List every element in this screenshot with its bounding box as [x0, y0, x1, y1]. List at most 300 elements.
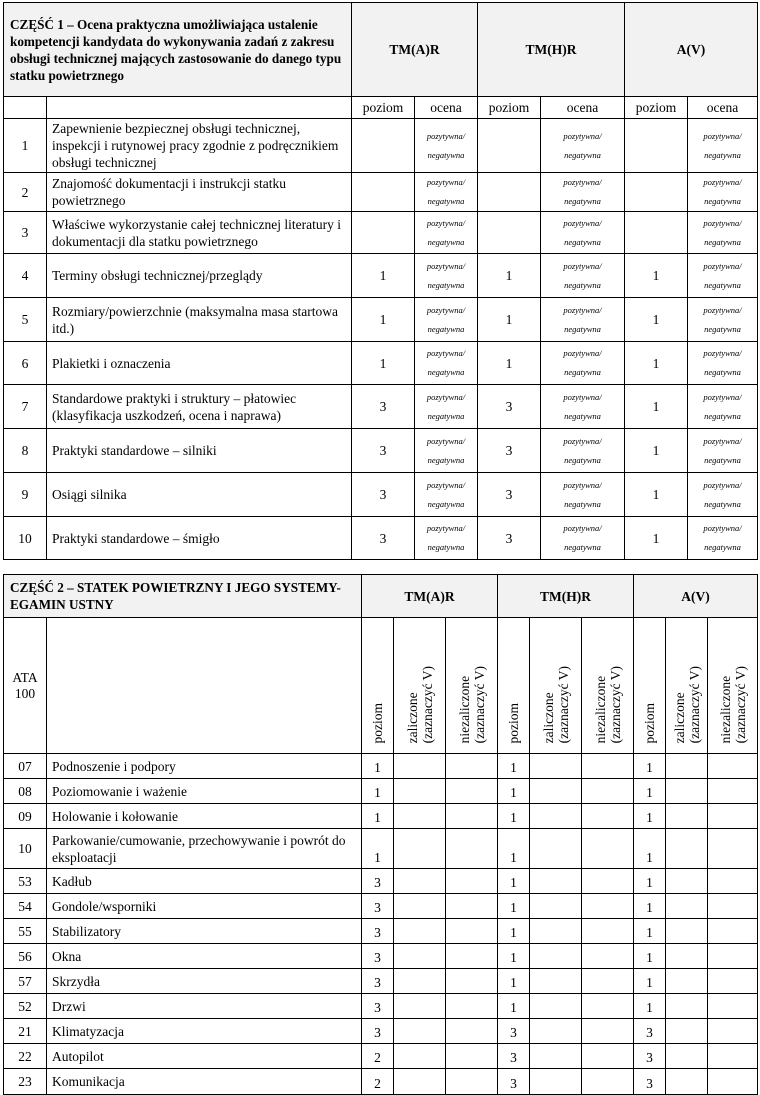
fail-check-tmar[interactable] [446, 994, 498, 1019]
assessment-tmhr[interactable] [541, 385, 625, 429]
assessment-tmhr[interactable] [541, 254, 625, 298]
assessment-av[interactable] [688, 254, 758, 298]
pass-check-tmhr[interactable] [530, 994, 582, 1019]
level-tmar: 3 [362, 869, 394, 894]
ata-code: 23 [4, 1069, 47, 1095]
assessment-tmar[interactable] [415, 298, 478, 342]
mark-negative-label: negatywna [704, 367, 741, 377]
level-tmar: 3 [362, 894, 394, 919]
level-av: 1 [634, 869, 666, 894]
level-av: 1 [634, 969, 666, 994]
mark-negative-label: negatywna [704, 323, 741, 334]
mark-positive-label: pozytywna/ [703, 479, 742, 490]
assessment-av[interactable] [688, 517, 758, 560]
part1-subheader-assessment: ocena [688, 97, 758, 119]
assessment-tmhr[interactable] [541, 342, 625, 385]
level-av: 1 [634, 779, 666, 804]
fail-check-av[interactable] [708, 754, 758, 779]
mark-negative-label: negatywna [564, 542, 601, 552]
level-tmhr: 3 [498, 1069, 530, 1095]
col-fail-tmhr: niezaliczone (zaznaczyć V) [582, 618, 634, 754]
assessment-tmar[interactable] [415, 517, 478, 560]
part1-subheader-assessment: ocena [541, 97, 625, 119]
ata-code: 08 [4, 779, 47, 804]
mark-positive-label: pozytywna/ [426, 348, 466, 358]
fail-check-av[interactable] [708, 944, 758, 969]
row-description: Standardowe praktyki i struktury – płatowiec (klasyfikacja uszkodzeń, ocena i naprawa) [47, 385, 352, 429]
fail-check-tmar[interactable] [446, 919, 498, 944]
col-fail-av: niezaliczone (zaznaczyć V) [708, 618, 758, 754]
pass-check-tmar[interactable] [394, 969, 446, 994]
mark-negative-label: negatywna [564, 323, 601, 334]
level-av: 1 [634, 894, 666, 919]
mark-positive-label: pozytywna/ [563, 217, 602, 228]
col-pass-tmhr: zaliczone (zaznaczyć V) [530, 618, 582, 754]
row-description: Osiągi silnika [47, 473, 352, 517]
table-row [4, 894, 758, 919]
fail-check-tmhr[interactable] [582, 894, 634, 919]
mark-positive-label: pozytywna/ [426, 177, 466, 187]
table-row [4, 869, 758, 894]
pass-check-av[interactable] [666, 994, 708, 1019]
mark-positive-label: pozytywna/ [703, 348, 742, 358]
pass-check-av[interactable] [666, 944, 708, 969]
mark-positive-label: pozytywna/ [426, 260, 466, 271]
pass-check-tmhr[interactable] [530, 804, 582, 829]
part1-group-tmar: TM(A)R [352, 3, 478, 97]
fail-check-tmar[interactable] [446, 1019, 498, 1044]
pass-check-tmhr[interactable] [530, 919, 582, 944]
fail-check-tmhr[interactable] [582, 779, 634, 804]
row-description: Parkowanie/cumowanie, przechowywanie i powrót do eksploatacji [47, 829, 362, 869]
fail-check-av[interactable] [708, 1069, 758, 1095]
table-row [4, 829, 758, 869]
pass-check-tmar[interactable] [394, 829, 446, 869]
fail-check-av[interactable] [708, 894, 758, 919]
level-tmar: 3 [362, 994, 394, 1019]
row-number: 3 [4, 212, 47, 254]
part2-group-tmar: TM(A)R [362, 575, 498, 618]
table-row [4, 919, 758, 944]
table-row [4, 779, 758, 804]
row-number: 9 [4, 473, 47, 517]
pass-check-tmar[interactable] [394, 944, 446, 969]
table-row [4, 1069, 758, 1095]
fail-check-av[interactable] [708, 829, 758, 869]
row-description: Praktyki standardowe – silniki [47, 429, 352, 473]
fail-check-tmar[interactable] [446, 944, 498, 969]
fail-check-tmhr[interactable] [582, 1044, 634, 1069]
pass-check-av[interactable] [666, 1044, 708, 1069]
level-tmar: 1 [362, 829, 394, 869]
part1-subheader-blank [47, 97, 352, 119]
fail-check-tmhr[interactable] [582, 1019, 634, 1044]
mark-negative-label: negatywna [704, 410, 741, 421]
ata-code: 55 [4, 919, 47, 944]
level-tmar: 1 [362, 754, 394, 779]
level-tmhr: 1 [498, 944, 530, 969]
level-tmhr: 3 [478, 517, 541, 560]
level-tmar: 3 [352, 429, 415, 473]
ata-code: 09 [4, 804, 47, 829]
assessment-tmar[interactable] [415, 429, 478, 473]
assessment-tmhr[interactable] [541, 473, 625, 517]
assessment-av[interactable] [688, 473, 758, 517]
fail-check-tmar[interactable] [446, 829, 498, 869]
fail-check-tmar[interactable] [446, 969, 498, 994]
level-tmhr: 1 [498, 779, 530, 804]
ata-label: ATA 100 [12, 670, 38, 701]
mark-negative-label: negatywna [564, 367, 601, 377]
mark-positive-label: pozytywna/ [563, 523, 602, 533]
table-row [4, 969, 758, 994]
pass-check-tmhr[interactable] [530, 1069, 582, 1095]
level-av: 3 [634, 1019, 666, 1044]
level-tmhr: 3 [498, 1044, 530, 1069]
fail-check-tmhr[interactable] [582, 1069, 634, 1095]
col-pass-tmar: zaliczone (zaznaczyć V) [394, 618, 446, 754]
mark-positive-label: pozytywna/ [703, 304, 742, 315]
row-description: Plakietki i oznaczenia [47, 342, 352, 385]
pass-check-tmhr[interactable] [530, 969, 582, 994]
mark-positive-label: pozytywna/ [563, 130, 602, 141]
mark-negative-label: negatywna [427, 498, 465, 509]
level-av: 1 [625, 517, 688, 560]
level-tmar: 1 [352, 298, 415, 342]
pass-check-tmhr[interactable] [530, 779, 582, 804]
table-row [4, 1044, 758, 1069]
level-tmar: 1 [362, 779, 394, 804]
level-tmhr: 1 [498, 919, 530, 944]
ata-code: 22 [4, 1044, 47, 1069]
level-tmhr: 1 [498, 894, 530, 919]
fail-check-av[interactable] [708, 869, 758, 894]
fail-check-av[interactable] [708, 1044, 758, 1069]
level-tmhr [478, 119, 541, 173]
part2-table [3, 574, 758, 1095]
row-description: Znajomość dokumentacji i instrukcji statku powietrznego [47, 173, 352, 212]
mark-negative-label: negatywna [564, 498, 601, 509]
pass-check-av[interactable] [666, 894, 708, 919]
pass-check-tmhr[interactable] [530, 829, 582, 869]
assessment-tmar[interactable] [415, 119, 478, 173]
level-av: 1 [634, 919, 666, 944]
pass-check-av[interactable] [666, 969, 708, 994]
ata-code: 10 [4, 829, 47, 869]
level-tmhr: 1 [498, 994, 530, 1019]
fail-check-tmar[interactable] [446, 894, 498, 919]
row-description: Okna [47, 944, 362, 969]
mark-negative-label: negatywna [704, 279, 741, 290]
mark-negative-label: negatywna [564, 279, 601, 290]
mark-negative-label: negatywna [427, 196, 465, 206]
pass-check-av[interactable] [666, 1019, 708, 1044]
row-description: Praktyki standardowe – śmigło [47, 517, 352, 560]
level-tmhr [478, 173, 541, 212]
table-row [4, 517, 758, 560]
mark-positive-label: pozytywna/ [703, 217, 742, 228]
mark-positive-label: pozytywna/ [563, 435, 602, 446]
assessment-tmar[interactable] [415, 173, 478, 212]
table-row [4, 173, 758, 212]
row-description: Gondole/wsporniki [47, 894, 362, 919]
fail-check-tmar[interactable] [446, 779, 498, 804]
mark-positive-label: pozytywna/ [426, 435, 466, 446]
pass-check-tmhr[interactable] [530, 754, 582, 779]
level-av: 1 [634, 804, 666, 829]
level-av: 3 [634, 1044, 666, 1069]
level-tmar: 3 [352, 517, 415, 560]
level-tmar: 3 [362, 919, 394, 944]
part2-desc-header [47, 618, 362, 754]
level-av: 1 [634, 829, 666, 869]
row-number: 8 [4, 429, 47, 473]
level-tmhr [478, 212, 541, 254]
assessment-av[interactable] [688, 298, 758, 342]
pass-check-tmar[interactable] [394, 1044, 446, 1069]
level-tmar: 3 [362, 944, 394, 969]
mark-negative-label: negatywna [704, 196, 741, 206]
row-description: Skrzydła [47, 969, 362, 994]
row-description: Rozmiary/powierzchnie (maksymalna masa startowa itd.) [47, 298, 352, 342]
pass-check-av[interactable] [666, 869, 708, 894]
part2-group-tmhr: TM(H)R [498, 575, 634, 618]
level-av: 1 [634, 994, 666, 1019]
mark-negative-label: negatywna [704, 542, 741, 552]
mark-positive-label: pozytywna/ [563, 177, 602, 187]
level-tmar: 1 [362, 804, 394, 829]
part1-subheader-level: poziom [625, 97, 688, 119]
part1-subheader-level: poziom [478, 97, 541, 119]
level-av: 1 [625, 385, 688, 429]
level-tmar: 2 [362, 1044, 394, 1069]
mark-positive-label: pozytywna/ [563, 479, 602, 490]
pass-check-av[interactable] [666, 804, 708, 829]
col-pass-av: zaliczone (zaznaczyć V) [666, 618, 708, 754]
fail-check-tmar[interactable] [446, 754, 498, 779]
assessment-av[interactable] [688, 385, 758, 429]
mark-positive-label: pozytywna/ [703, 435, 742, 446]
mark-positive-label: pozytywna/ [426, 130, 466, 141]
assessment-av[interactable] [688, 429, 758, 473]
assessment-tmar[interactable] [415, 254, 478, 298]
level-tmar: 3 [362, 969, 394, 994]
pass-check-tmar[interactable] [394, 779, 446, 804]
mark-positive-label: pozytywna/ [703, 523, 742, 533]
pass-check-av[interactable] [666, 829, 708, 869]
table-row [4, 804, 758, 829]
level-av: 1 [625, 254, 688, 298]
mark-positive-label: pozytywna/ [426, 479, 466, 490]
mark-positive-label: pozytywna/ [703, 130, 742, 141]
part1-group-tmhr: TM(H)R [478, 3, 625, 97]
table-row [4, 994, 758, 1019]
level-tmar: 3 [352, 385, 415, 429]
ata-code: 57 [4, 969, 47, 994]
table-row [4, 119, 758, 173]
row-description: Zapewnienie bezpiecznej obsługi technicznej, inspekcji i rutynowej pracy zgodnie z podręcznikiem obsługi technicznej [47, 119, 352, 173]
level-av: 1 [625, 473, 688, 517]
pass-check-tmar[interactable] [394, 894, 446, 919]
fail-check-tmar[interactable] [446, 1069, 498, 1095]
level-tmhr: 1 [498, 829, 530, 869]
assessment-av[interactable] [688, 212, 758, 254]
level-tmhr: 1 [498, 869, 530, 894]
pass-check-tmar[interactable] [394, 804, 446, 829]
ata-code: 07 [4, 754, 47, 779]
fail-check-tmhr[interactable] [582, 804, 634, 829]
ata-code: 54 [4, 894, 47, 919]
row-description: Autopilot [47, 1044, 362, 1069]
row-description: Stabilizatory [47, 919, 362, 944]
assessment-tmar[interactable] [415, 473, 478, 517]
mark-negative-label: negatywna [427, 367, 465, 377]
table-row [4, 754, 758, 779]
row-description: Terminy obsługi technicznej/przeglądy [47, 254, 352, 298]
row-description: Kadłub [47, 869, 362, 894]
level-tmar: 2 [362, 1069, 394, 1095]
assessment-tmar[interactable] [415, 385, 478, 429]
assessment-tmhr[interactable] [541, 298, 625, 342]
pass-check-tmhr[interactable] [530, 1019, 582, 1044]
mark-negative-label: negatywna [564, 196, 601, 206]
fail-check-tmhr[interactable] [582, 919, 634, 944]
fail-check-tmhr[interactable] [582, 829, 634, 869]
level-tmar [352, 173, 415, 212]
pass-check-tmhr[interactable] [530, 1044, 582, 1069]
table-row [4, 429, 758, 473]
level-av: 1 [634, 944, 666, 969]
pass-check-tmar[interactable] [394, 919, 446, 944]
assessment-av[interactable] [688, 342, 758, 385]
assessment-av[interactable] [688, 173, 758, 212]
ata-header [4, 618, 47, 754]
fail-check-tmar[interactable] [446, 869, 498, 894]
pass-check-tmar[interactable] [394, 1019, 446, 1044]
fail-check-tmar[interactable] [446, 1044, 498, 1069]
row-description: Holowanie i kołowanie [47, 804, 362, 829]
pass-check-av[interactable] [666, 1069, 708, 1095]
fail-check-tmhr[interactable] [582, 754, 634, 779]
level-tmhr: 3 [478, 429, 541, 473]
pass-check-tmhr[interactable] [530, 894, 582, 919]
fail-check-tmar[interactable] [446, 804, 498, 829]
level-av: 3 [634, 1069, 666, 1095]
mark-positive-label: pozytywna/ [426, 304, 466, 315]
level-tmar: 3 [352, 473, 415, 517]
fail-check-tmhr[interactable] [582, 969, 634, 994]
mark-negative-label: negatywna [427, 236, 465, 247]
pass-check-tmhr[interactable] [530, 944, 582, 969]
mark-positive-label: pozytywna/ [703, 391, 742, 402]
pass-check-av[interactable] [666, 919, 708, 944]
mark-positive-label: pozytywna/ [426, 217, 466, 228]
part1-subheader-blank [4, 97, 47, 119]
mark-negative-label: negatywna [564, 454, 601, 465]
fail-check-av[interactable] [708, 1019, 758, 1044]
table-row [4, 385, 758, 429]
assessment-tmhr[interactable] [541, 119, 625, 173]
assessment-tmhr[interactable] [541, 212, 625, 254]
mark-positive-label: pozytywna/ [563, 348, 602, 358]
fail-check-tmhr[interactable] [582, 994, 634, 1019]
level-tmhr: 3 [478, 473, 541, 517]
level-tmhr: 3 [498, 1019, 530, 1044]
table-row [4, 254, 758, 298]
mark-negative-label: negatywna [704, 236, 741, 247]
pass-check-av[interactable] [666, 779, 708, 804]
col-fail-tmar: niezaliczone (zaznaczyć V) [446, 618, 498, 754]
pass-check-tmhr[interactable] [530, 869, 582, 894]
ata-code: 56 [4, 944, 47, 969]
table-row [4, 1019, 758, 1044]
fail-check-av[interactable] [708, 779, 758, 804]
level-tmar: 1 [352, 342, 415, 385]
fail-check-av[interactable] [708, 994, 758, 1019]
fail-check-av[interactable] [708, 969, 758, 994]
assessment-tmhr[interactable] [541, 173, 625, 212]
level-tmhr: 1 [498, 969, 530, 994]
mark-positive-label: pozytywna/ [563, 391, 602, 402]
mark-negative-label: negatywna [704, 149, 741, 160]
fail-check-tmhr[interactable] [582, 869, 634, 894]
mark-negative-label: negatywna [564, 149, 601, 160]
mark-negative-label: negatywna [427, 279, 465, 290]
level-tmar [352, 212, 415, 254]
fail-check-av[interactable] [708, 919, 758, 944]
assessment-tmhr[interactable] [541, 517, 625, 560]
row-description: Komunikacja [47, 1069, 362, 1095]
fail-check-tmhr[interactable] [582, 944, 634, 969]
table-row [4, 944, 758, 969]
row-number: 7 [4, 385, 47, 429]
pass-check-tmar[interactable] [394, 869, 446, 894]
level-av [625, 212, 688, 254]
mark-negative-label: negatywna [427, 542, 465, 552]
row-number: 1 [4, 119, 47, 173]
pass-check-av[interactable] [666, 754, 708, 779]
table-row [4, 212, 758, 254]
ata-code: 52 [4, 994, 47, 1019]
level-tmhr: 1 [478, 254, 541, 298]
part1-table [3, 2, 758, 560]
assessment-av[interactable] [688, 119, 758, 173]
mark-negative-label: negatywna [427, 149, 465, 160]
fail-check-av[interactable] [708, 804, 758, 829]
assessment-tmar[interactable] [415, 342, 478, 385]
col-level-tmar: poziom [362, 618, 394, 754]
part1-subheader-assessment: ocena [415, 97, 478, 119]
level-tmhr: 1 [478, 298, 541, 342]
mark-negative-label: negatywna [564, 236, 601, 247]
assessment-tmar[interactable] [415, 212, 478, 254]
pass-check-tmar[interactable] [394, 754, 446, 779]
row-description: Właściwe wykorzystanie całej technicznej literatury i dokumentacji dla statku powietrznego [47, 212, 352, 254]
part1-group-av: A(V) [625, 3, 758, 97]
mark-positive-label: pozytywna/ [563, 260, 602, 271]
level-tmhr: 1 [498, 804, 530, 829]
table-row [4, 342, 758, 385]
assessment-tmhr[interactable] [541, 429, 625, 473]
level-av: 1 [634, 754, 666, 779]
row-number: 5 [4, 298, 47, 342]
level-av: 1 [625, 342, 688, 385]
mark-positive-label: pozytywna/ [426, 523, 466, 533]
pass-check-tmar[interactable] [394, 1069, 446, 1095]
mark-positive-label: pozytywna/ [426, 391, 466, 402]
mark-negative-label: negatywna [704, 454, 741, 465]
pass-check-tmar[interactable] [394, 994, 446, 1019]
